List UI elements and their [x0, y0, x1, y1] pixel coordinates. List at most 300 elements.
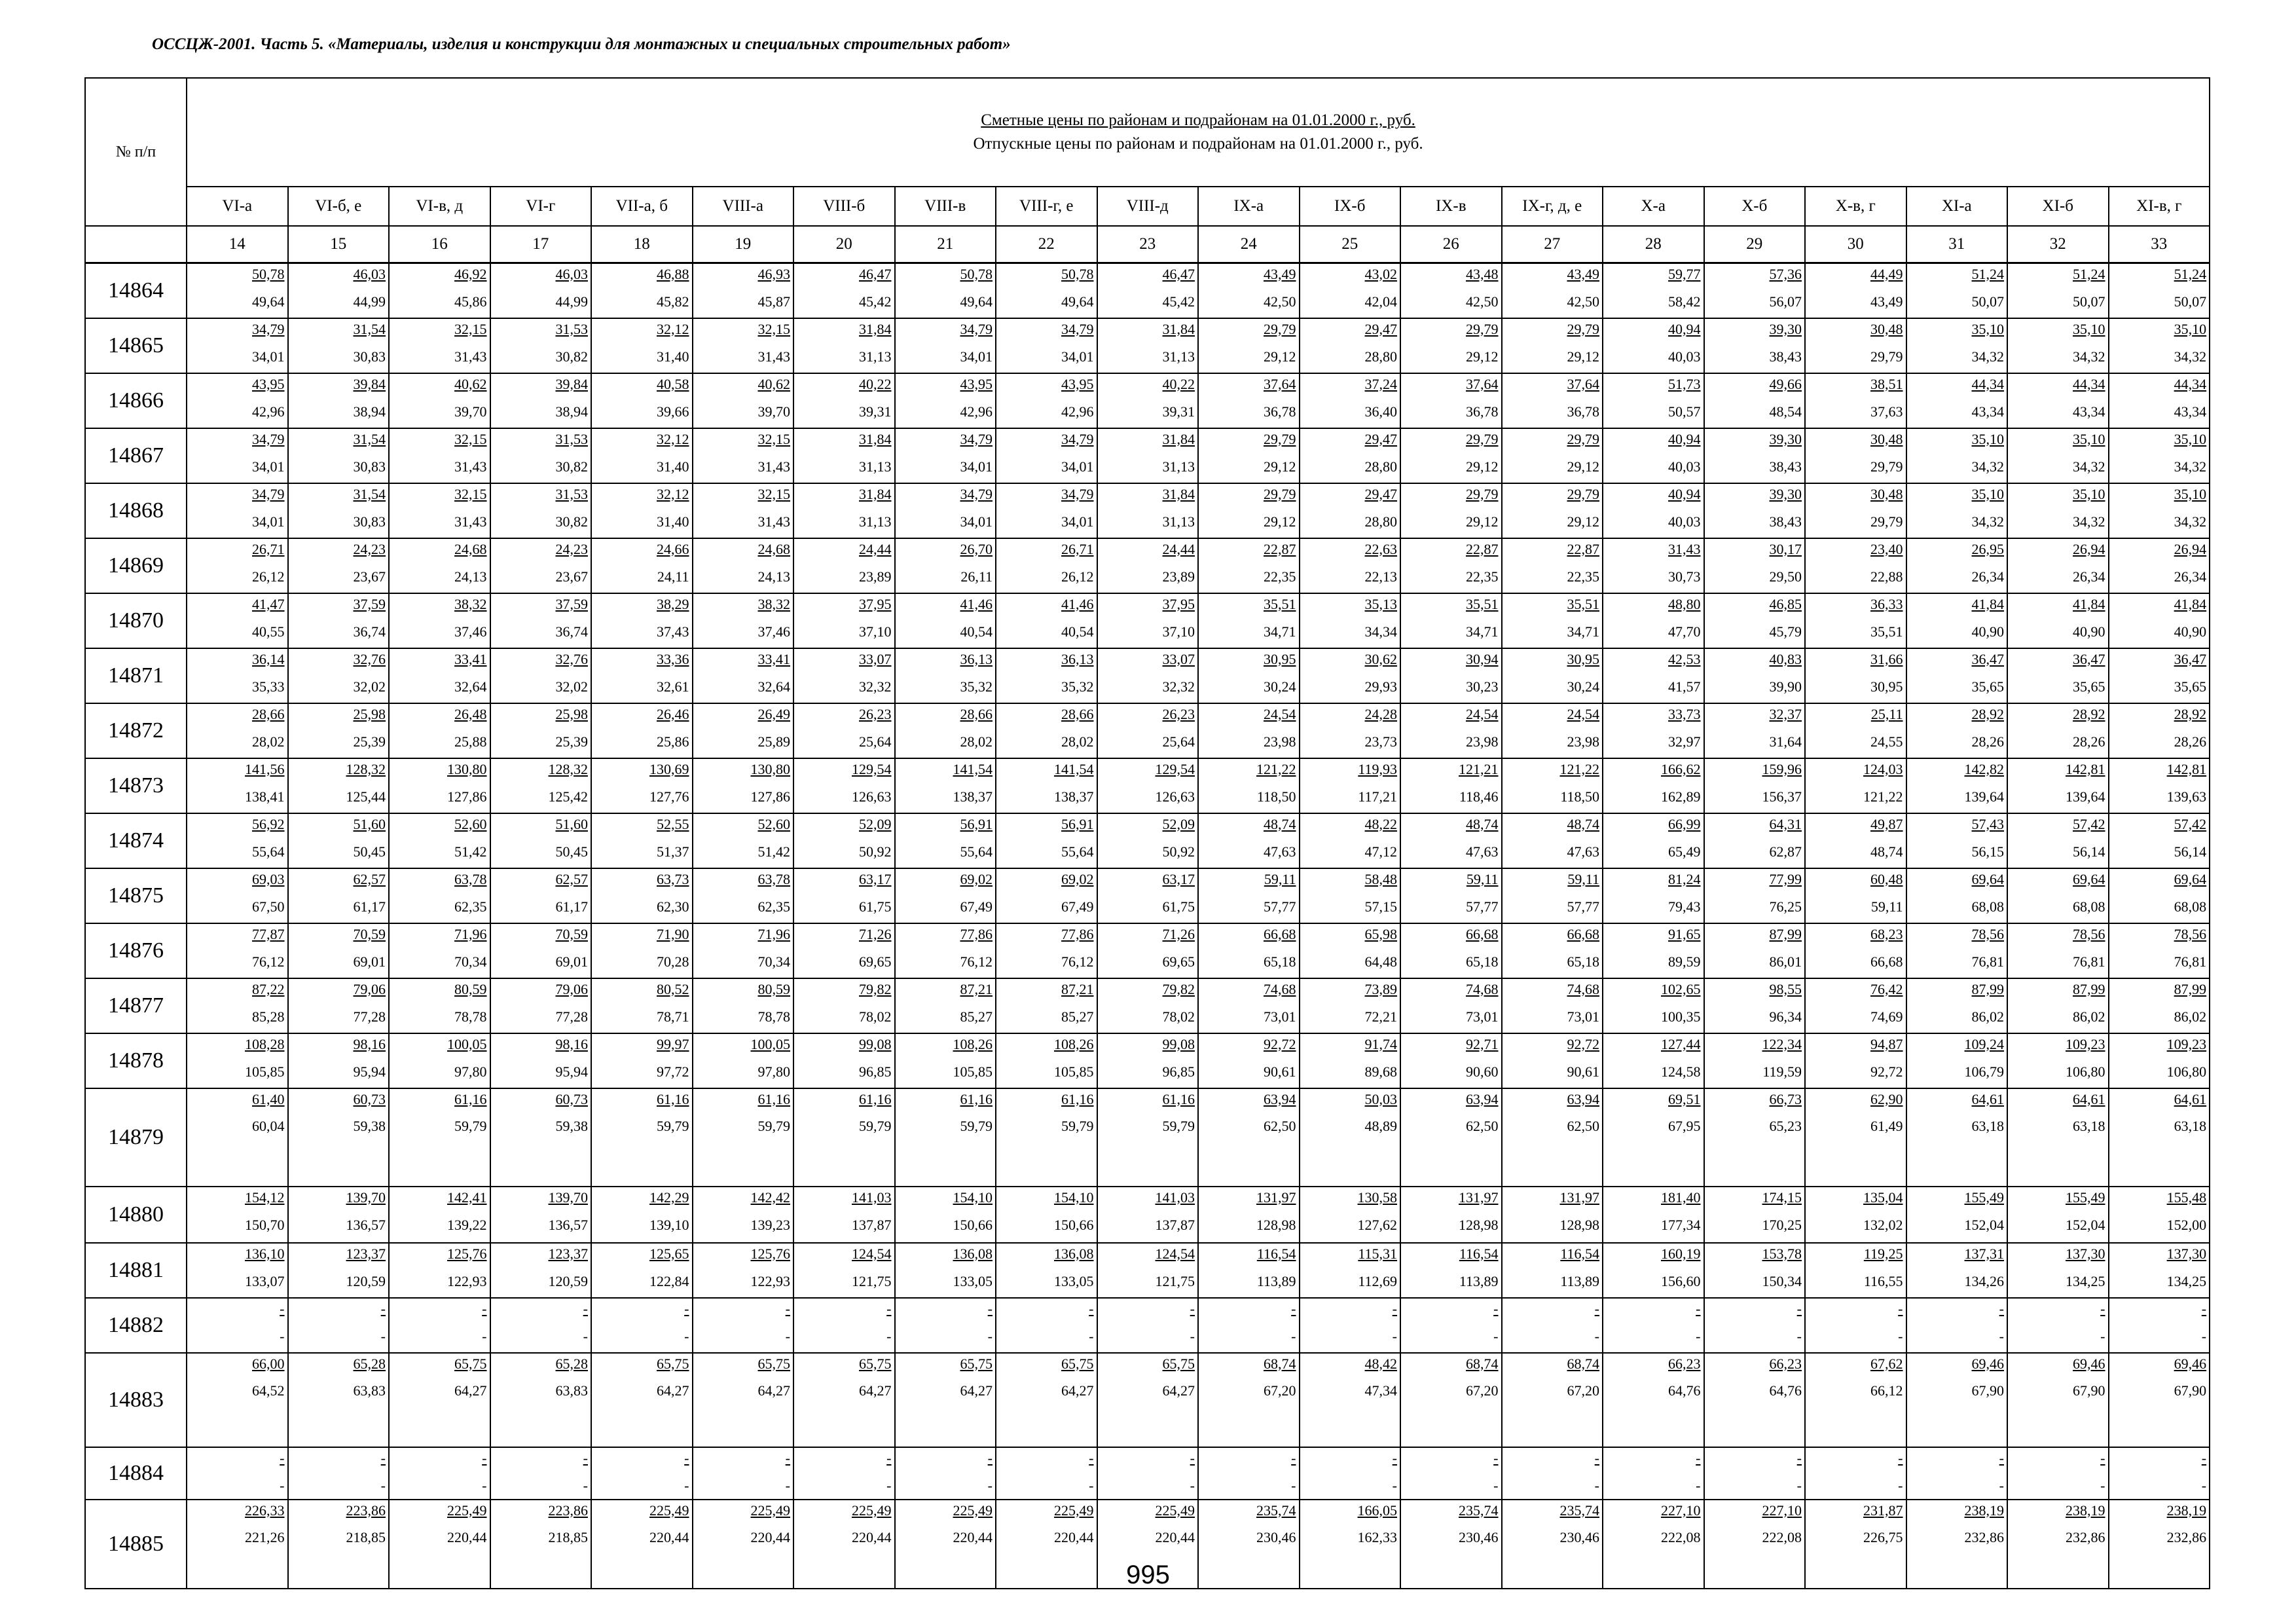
- release-price: 50,07: [2073, 293, 2105, 310]
- price-cell-content: [896, 1244, 996, 1297]
- estimated-price: 235,74: [1559, 1502, 1599, 1519]
- estimated-price: -: [1594, 1449, 1599, 1466]
- price-cell-content: [1503, 704, 1603, 758]
- estimated-price: 238,19: [2066, 1502, 2105, 1519]
- release-price: 69,01: [555, 953, 588, 970]
- price-cell-content: [187, 1244, 287, 1297]
- column-number: 19: [693, 226, 794, 263]
- estimated-price: 48,80: [1668, 595, 1701, 612]
- price-cell: [1300, 1353, 1401, 1447]
- price-cell-content: [794, 814, 894, 868]
- price-cell-content: [1199, 704, 1299, 758]
- release-price: 34,01: [252, 348, 285, 365]
- release-price: 152,04: [2066, 1216, 2105, 1233]
- price-cell: [2007, 923, 2109, 978]
- release-price: 26,12: [252, 568, 285, 585]
- price-cell-content: [1705, 1034, 1805, 1088]
- estimated-price: 31,53: [555, 485, 588, 502]
- estimated-price: 64,31: [1769, 815, 1802, 832]
- estimated-price: 49,66: [1769, 375, 1802, 392]
- estimated-price: 61,16: [454, 1090, 487, 1107]
- release-price: 30,23: [1466, 678, 1499, 695]
- price-cell: [288, 1033, 390, 1088]
- price-cell: [1400, 373, 1502, 428]
- price-cell: [490, 1353, 592, 1447]
- table-row: [85, 373, 2210, 428]
- price-cell: [895, 373, 996, 428]
- estimated-price: 34,79: [1061, 430, 1094, 447]
- price-cell-content: [896, 374, 996, 428]
- price-cell-content: [1199, 319, 1299, 373]
- release-price: 29,12: [1466, 458, 1499, 475]
- price-cell-content: [896, 1034, 996, 1088]
- price-cell: [1097, 1298, 1199, 1353]
- price-cell: [1906, 373, 2008, 428]
- estimated-price: 141,56: [245, 760, 285, 777]
- column-number: 18: [591, 226, 693, 263]
- price-cell: [1198, 923, 1300, 978]
- release-price: 29,12: [1466, 348, 1499, 365]
- price-cell: [693, 758, 794, 813]
- estimated-price: -: [482, 1300, 487, 1317]
- price-cell-content: [1503, 264, 1603, 318]
- estimated-price: 109,23: [2066, 1035, 2105, 1052]
- price-cell-content: [1603, 484, 1704, 538]
- estimated-price: 28,92: [2174, 705, 2207, 722]
- release-price: 97,72: [657, 1063, 689, 1080]
- price-cell: [591, 1187, 693, 1243]
- estimated-price: 77,86: [960, 925, 993, 942]
- price-cell-content: [390, 814, 490, 868]
- price-cell: [1400, 1243, 1502, 1298]
- estimated-price: 59,11: [1567, 870, 1599, 887]
- price-cell: [490, 593, 592, 648]
- price-cell: [1502, 868, 1603, 923]
- price-cell: [1097, 1033, 1199, 1088]
- estimated-price: 71,96: [757, 925, 790, 942]
- estimated-price: 65,75: [657, 1355, 689, 1372]
- region-header: VIII-в: [895, 187, 996, 226]
- price-cell-content: [2109, 924, 2210, 978]
- release-price: 34,71: [1264, 623, 1296, 640]
- price-cell: [2007, 1088, 2109, 1187]
- release-price: 43,34: [1971, 403, 2004, 420]
- price-cell-content: [2109, 539, 2210, 593]
- release-price: -: [482, 1477, 487, 1494]
- estimated-price: 61,16: [1061, 1090, 1094, 1107]
- release-price: 152,04: [1964, 1216, 2004, 1233]
- row-id: 14878: [85, 1033, 187, 1088]
- price-cell-content: [996, 429, 1097, 483]
- price-cell-content: [491, 704, 591, 758]
- price-cell: [996, 593, 1097, 648]
- release-price: 22,35: [1466, 568, 1499, 585]
- region-header: X-а: [1603, 187, 1704, 226]
- release-price: 62,87: [1769, 843, 1802, 860]
- estimated-price: 32,15: [757, 320, 790, 337]
- price-cell: [1097, 373, 1199, 428]
- price-cell-content: [1907, 814, 2007, 868]
- release-price: 55,64: [1061, 843, 1094, 860]
- price-cell-content: [996, 1034, 1097, 1088]
- release-price: 63,18: [2174, 1117, 2207, 1134]
- price-cell-content: [289, 1034, 389, 1088]
- release-price: 61,49: [1870, 1117, 1903, 1134]
- estimated-price: 92,71: [1466, 1035, 1499, 1052]
- estimated-price: 127,44: [1661, 1035, 1701, 1052]
- price-cell: [1300, 483, 1401, 538]
- price-cell: [1704, 1447, 1806, 1500]
- estimated-price: 35,10: [1971, 320, 2004, 337]
- price-cell-content: [187, 1354, 287, 1447]
- estimated-price: 87,99: [2174, 980, 2207, 997]
- price-cell-content: [592, 869, 692, 923]
- estimated-price: 181,40: [1661, 1189, 1701, 1206]
- price-cell-content: [2109, 264, 2210, 318]
- price-cell-content: [187, 484, 287, 538]
- release-price: 139,10: [649, 1216, 689, 1233]
- price-cell: [591, 1243, 693, 1298]
- estimated-price: 79,06: [353, 980, 386, 997]
- release-price: 121,22: [1863, 788, 1903, 805]
- price-cell-content: [996, 264, 1097, 318]
- estimated-price: 166,05: [1357, 1502, 1397, 1519]
- column-number: 22: [996, 226, 1097, 263]
- estimated-price: 24,44: [859, 540, 892, 557]
- price-cell: [1805, 593, 1906, 648]
- price-cell: [1097, 318, 1199, 373]
- price-cell-content: [1098, 1089, 1198, 1186]
- price-cell-content: [187, 704, 287, 758]
- estimated-price: 71,90: [657, 925, 689, 942]
- price-cell: [1502, 923, 1603, 978]
- price-cell: [1400, 1033, 1502, 1088]
- estimated-price: 128,32: [346, 760, 386, 777]
- price-cell-content: [1806, 374, 1906, 428]
- release-price: -: [886, 1327, 892, 1344]
- row-id: 14873: [85, 758, 187, 813]
- release-price: -: [1392, 1477, 1397, 1494]
- price-cell-content: [289, 1187, 389, 1242]
- price-cell-content: [794, 869, 894, 923]
- release-price: 26,34: [2073, 568, 2105, 585]
- release-price: 51,37: [657, 843, 689, 860]
- estimated-price: 154,10: [953, 1189, 993, 1206]
- price-cell: [1805, 483, 1906, 538]
- price-cell-content: [896, 924, 996, 978]
- release-price: 76,12: [960, 953, 993, 970]
- release-price: -: [1089, 1477, 1094, 1494]
- release-price: 116,55: [1863, 1272, 1903, 1289]
- release-price: 45,42: [1162, 293, 1195, 310]
- release-price: -: [280, 1327, 285, 1344]
- price-cell: [1300, 593, 1401, 648]
- price-cell-content: [2109, 1354, 2210, 1447]
- price-cell: [996, 483, 1097, 538]
- price-cell-content: [1907, 924, 2007, 978]
- estimated-price: 33,07: [859, 650, 892, 667]
- estimated-price: 63,94: [1466, 1090, 1499, 1107]
- estimated-price: 57,36: [1769, 265, 1802, 282]
- release-price: 67,90: [1971, 1382, 2004, 1399]
- release-price: 68,08: [2174, 898, 2207, 915]
- release-price: 38,43: [1769, 458, 1802, 475]
- release-price: 61,75: [1162, 898, 1195, 915]
- estimated-price: 78,56: [2174, 925, 2207, 942]
- release-price: 31,40: [657, 458, 689, 475]
- price-cell: [1603, 648, 1704, 703]
- estimated-price: 28,92: [1971, 705, 2004, 722]
- estimated-price: 142,81: [2166, 760, 2207, 777]
- release-price: 67,49: [1061, 898, 1094, 915]
- release-price: 232,86: [1964, 1528, 2004, 1545]
- release-price: 137,87: [1155, 1216, 1195, 1233]
- estimated-price: 108,28: [245, 1035, 285, 1052]
- estimated-price: 40,94: [1668, 485, 1701, 502]
- column-number: 20: [793, 226, 895, 263]
- price-cell: [591, 483, 693, 538]
- release-price: 138,37: [1054, 788, 1094, 805]
- release-price: 29,12: [1466, 513, 1499, 530]
- release-price: 152,00: [2166, 1216, 2207, 1233]
- price-cell-content: [1300, 1089, 1400, 1186]
- release-price: 29,12: [1264, 458, 1296, 475]
- price-cell: [389, 758, 490, 813]
- estimated-price: 43,02: [1364, 265, 1397, 282]
- price-cell-content: [1401, 814, 1501, 868]
- release-price: 40,03: [1668, 348, 1701, 365]
- price-cell: [693, 813, 794, 868]
- price-cell-content: [1806, 1299, 1906, 1352]
- release-price: 105,85: [245, 1063, 285, 1080]
- price-cell-content: [1401, 484, 1501, 538]
- price-cell-content: [1603, 319, 1704, 373]
- price-cell: [591, 1298, 693, 1353]
- release-price: 30,82: [555, 513, 588, 530]
- price-cell-content: [896, 1354, 996, 1447]
- price-cell-content: [996, 649, 1097, 703]
- price-cell: [490, 373, 592, 428]
- estimated-price: 160,19: [1661, 1245, 1701, 1262]
- price-cell-content: [1098, 319, 1198, 373]
- price-cell-content: [2109, 814, 2210, 868]
- release-price: 127,86: [750, 788, 790, 805]
- release-price: 35,32: [960, 678, 993, 695]
- price-cell: [1906, 1088, 2008, 1187]
- release-price: 35,51: [1870, 623, 1903, 640]
- column-number: 33: [2109, 226, 2210, 263]
- price-cell: [1198, 593, 1300, 648]
- estimated-price: 125,76: [750, 1245, 790, 1262]
- price-cell-content: [491, 1187, 591, 1242]
- release-price: 23,98: [1466, 733, 1499, 750]
- price-cell: [1906, 868, 2008, 923]
- estimated-price: 92,72: [1264, 1035, 1296, 1052]
- price-cell-content: [2008, 484, 2108, 538]
- estimated-price: 69,64: [2174, 870, 2207, 887]
- release-price: -: [1291, 1327, 1296, 1344]
- price-cell-content: [996, 594, 1097, 648]
- price-cell: [490, 758, 592, 813]
- release-price: 29,79: [1870, 458, 1903, 475]
- estimated-price: 38,51: [1870, 375, 1903, 392]
- price-cell-content: [794, 924, 894, 978]
- release-price: 86,02: [1971, 1008, 2004, 1025]
- estimated-price: 68,23: [1870, 925, 1903, 942]
- release-price: 39,31: [859, 403, 892, 420]
- column-number: 27: [1502, 226, 1603, 263]
- release-price: 28,80: [1364, 513, 1397, 530]
- estimated-price: 223,86: [548, 1502, 588, 1519]
- price-cell: [288, 648, 390, 703]
- price-cell-content: [491, 814, 591, 868]
- price-cell: [1400, 318, 1502, 373]
- price-cell-content: [2109, 1089, 2210, 1186]
- price-cell-content: [693, 759, 793, 813]
- estimated-price: 66,99: [1668, 815, 1701, 832]
- document-header-title: ОССЦЖ-2001. Часть 5. «Материалы, изделия и конструкции для монтажных и специальных строительных работ»: [152, 35, 1011, 53]
- estimated-price: 46,92: [454, 265, 487, 282]
- estimated-price: 121,22: [1559, 760, 1599, 777]
- price-cell: [187, 923, 288, 978]
- release-price: 28,02: [960, 733, 993, 750]
- release-price: 29,79: [1870, 348, 1903, 365]
- price-cell: [895, 758, 996, 813]
- estimated-price: 32,76: [353, 650, 386, 667]
- release-price: 37,46: [757, 623, 790, 640]
- price-cell: [1603, 1033, 1704, 1088]
- estimated-price: 30,94: [1466, 650, 1499, 667]
- price-cell-content: [1098, 594, 1198, 648]
- estimated-price: 23,40: [1870, 540, 1903, 557]
- table-row: [85, 1187, 2210, 1243]
- estimated-price: 122,34: [1762, 1035, 1802, 1052]
- release-price: 73,01: [1466, 1008, 1499, 1025]
- estimated-price: 37,59: [353, 595, 386, 612]
- estimated-price: 65,75: [1061, 1355, 1094, 1372]
- price-cell: [996, 428, 1097, 483]
- price-cell-content: [1199, 1244, 1299, 1297]
- price-cell-content: [1098, 1244, 1198, 1297]
- price-cell: [2007, 373, 2109, 428]
- price-cell-content: [1907, 1299, 2007, 1352]
- price-cell-content: [693, 1187, 793, 1242]
- release-price: 34,01: [960, 348, 993, 365]
- price-cell: [288, 1447, 390, 1500]
- release-price: 47,63: [1264, 843, 1296, 860]
- estimated-price: 57,42: [2073, 815, 2105, 832]
- release-price: 118,50: [1256, 788, 1296, 805]
- release-price: 67,20: [1567, 1382, 1599, 1399]
- release-price: -: [1190, 1327, 1195, 1344]
- price-cell-content: [1806, 484, 1906, 538]
- price-cell: [1198, 648, 1300, 703]
- release-price: 127,76: [649, 788, 689, 805]
- price-cell: [1502, 1353, 1603, 1447]
- price-cell: [1300, 758, 1401, 813]
- release-price: 66,12: [1870, 1382, 1903, 1399]
- price-cell-content: [693, 319, 793, 373]
- release-price: 23,67: [353, 568, 386, 585]
- price-cell: [490, 428, 592, 483]
- price-cell: [490, 1447, 592, 1500]
- price-cell: [1603, 263, 1704, 318]
- release-price: 76,12: [1061, 953, 1094, 970]
- release-price: 220,44: [1054, 1528, 1094, 1545]
- estimated-price: 66,23: [1769, 1355, 1802, 1372]
- estimated-price: 41,46: [960, 595, 993, 612]
- price-cell-content: [1098, 264, 1198, 318]
- price-cell-content: [1300, 869, 1400, 923]
- price-cell: [389, 1353, 490, 1447]
- estimated-price: 41,46: [1061, 595, 1094, 612]
- price-cell: [1198, 1353, 1300, 1447]
- price-cell-content: [896, 264, 996, 318]
- price-cell-content: [390, 704, 490, 758]
- release-price: 51,42: [757, 843, 790, 860]
- estimated-price: 77,87: [252, 925, 285, 942]
- price-cell: [1300, 1033, 1401, 1088]
- release-price: 66,68: [1870, 953, 1903, 970]
- price-cell-content: [2008, 1089, 2108, 1186]
- release-price: 78,71: [657, 1008, 689, 1025]
- estimated-price: 35,10: [2073, 320, 2105, 337]
- price-cell-content: [996, 374, 1097, 428]
- price-cell-content: [896, 1299, 996, 1352]
- price-cell: [2109, 538, 2210, 593]
- row-number-header: № п/п: [85, 78, 187, 226]
- estimated-price: 135,04: [1863, 1189, 1903, 1206]
- price-cell: [1198, 978, 1300, 1033]
- price-cell: [591, 1353, 693, 1447]
- estimated-price: 22,87: [1567, 540, 1599, 557]
- price-cell: [996, 538, 1097, 593]
- estimated-price: 80,59: [454, 980, 487, 997]
- estimated-price: 78,56: [1971, 925, 2004, 942]
- price-cell: [693, 593, 794, 648]
- release-price: 136,57: [346, 1216, 386, 1233]
- price-cell-content: [1907, 484, 2007, 538]
- release-price: 57,77: [1567, 898, 1599, 915]
- release-price: 64,27: [960, 1382, 993, 1399]
- price-cell: [1704, 703, 1806, 758]
- estimated-price: 115,31: [1358, 1245, 1397, 1262]
- price-cell: [1805, 1447, 1906, 1500]
- price-cell: [490, 868, 592, 923]
- release-price: 59,79: [960, 1117, 993, 1134]
- table-row: [85, 593, 2210, 648]
- release-price: 34,01: [1061, 513, 1094, 530]
- estimated-price: 77,99: [1769, 870, 1802, 887]
- release-price: 34,01: [1061, 458, 1094, 475]
- price-cell-content: [2008, 539, 2108, 593]
- release-price: 31,13: [1162, 458, 1195, 475]
- price-cell-content: [896, 319, 996, 373]
- release-price: 49,64: [252, 293, 285, 310]
- price-cell: [389, 1447, 490, 1500]
- table-body: [85, 263, 2210, 1589]
- price-cell: [1502, 1447, 1603, 1500]
- release-price: 31,43: [757, 458, 790, 475]
- price-cell-content: [2008, 704, 2108, 758]
- price-cell: [2109, 868, 2210, 923]
- release-price: -: [1898, 1327, 1903, 1344]
- price-cell-content: [187, 1299, 287, 1352]
- price-cell: [1704, 373, 1806, 428]
- estimated-price: 40,94: [1668, 320, 1701, 337]
- release-price: 31,43: [454, 348, 487, 365]
- release-price: 85,27: [960, 1008, 993, 1025]
